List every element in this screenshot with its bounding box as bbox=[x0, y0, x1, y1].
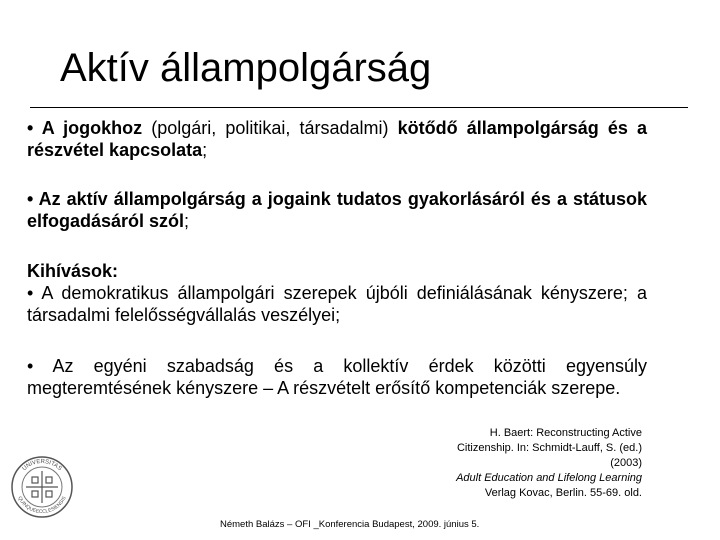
plain-text: • Az egyéni szabadság és a kollektív érdek közötti egyensúly megteremtésének kényszere – A részvételt erősítő kompetenciák szerepe. bbox=[27, 356, 647, 398]
seal-text-top: UNIVERSITAS bbox=[21, 458, 63, 473]
footer-credit: Németh Balázs – OFI _Konferencia Budapest, 2009. június 5. bbox=[220, 519, 480, 530]
bold-text: A jogokhoz bbox=[41, 118, 143, 138]
citation-line: (2003) bbox=[610, 457, 642, 469]
paragraph-active-citizenship bbox=[27, 188, 647, 232]
slide-title: Aktív állampolgárság bbox=[60, 46, 432, 90]
title-divider bbox=[30, 107, 688, 108]
citation-line: Adult Education and Lifelong Learning bbox=[456, 472, 642, 484]
citation-line: Verlag Kovac, Berlin. 55-69. old. bbox=[484, 487, 642, 499]
paragraph-rights bbox=[27, 117, 647, 161]
challenges-heading: Kihívások: bbox=[27, 261, 119, 281]
bullet: • bbox=[27, 118, 42, 138]
paragraph-balance bbox=[27, 355, 647, 399]
plain-text: ; bbox=[202, 140, 208, 160]
university-seal-icon bbox=[10, 455, 74, 519]
plain-text: • A demokratikus állampolgári szerepek újbóli definiálásának kényszere; a társadalmi felelősségvállalás veszélyei; bbox=[27, 283, 647, 325]
plain-text: (polgári, politikai, társadalmi) bbox=[142, 118, 398, 138]
plain-text: ; bbox=[184, 211, 190, 231]
citation-line: H. Baert: Reconstructing Active bbox=[489, 427, 642, 439]
seal-text-bottom: QUINQUEECCLESIENSIS bbox=[16, 495, 68, 516]
citation-line: Citizenship. In: Schmidt-Lauff, S. (ed.) bbox=[456, 442, 642, 454]
bold-text: kötődő állampolgárság és a részvétel kapcsolata bbox=[27, 118, 647, 160]
citation bbox=[402, 426, 642, 501]
bold-text: • Az aktív állampolgárság a jogaink tudatos gyakorlásáról és a státusok elfogadásáról szól bbox=[27, 189, 647, 231]
paragraph-challenges bbox=[27, 260, 647, 326]
